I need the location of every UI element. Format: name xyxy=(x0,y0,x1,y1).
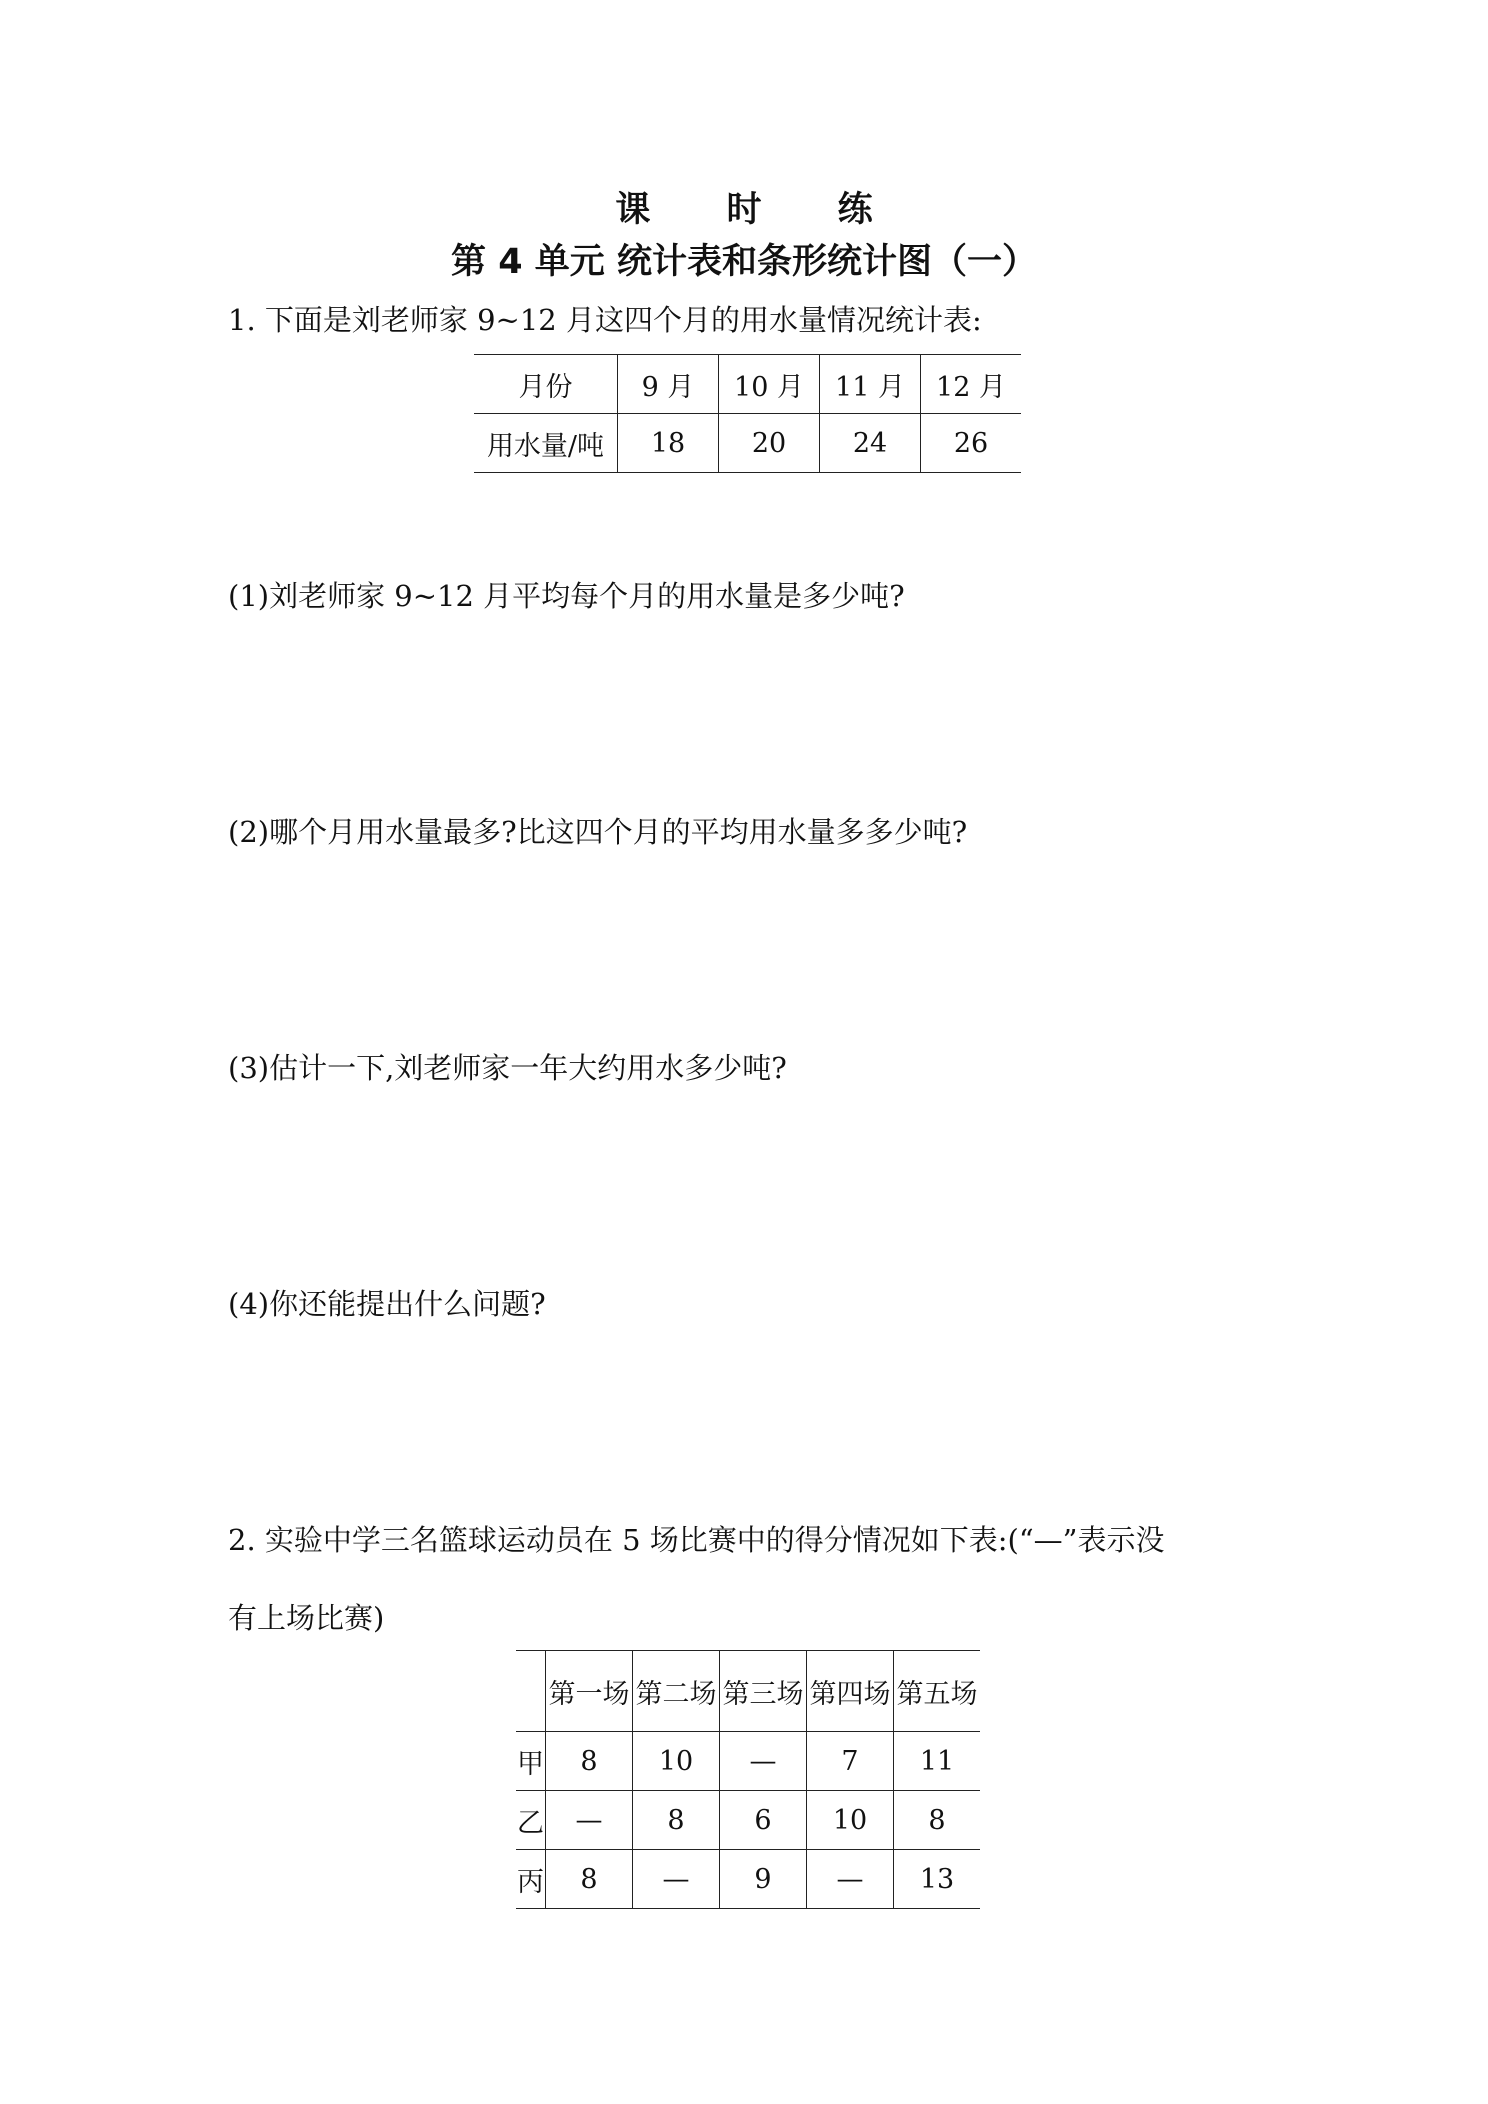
table-cell: 6 xyxy=(720,1791,807,1850)
table-cell: — xyxy=(720,1732,807,1791)
unit-subtitle: 第 4 单元 统计表和条形统计图（一） xyxy=(451,242,1037,282)
table-header-row xyxy=(516,1651,980,1732)
basketball-score-table xyxy=(516,1650,980,1909)
table-row xyxy=(516,1791,980,1850)
table-cell: 用水量/吨 xyxy=(474,414,618,473)
table-cell: 26 xyxy=(953,427,989,459)
worksheet-title: 课 时 练 xyxy=(615,190,905,230)
table-header-cell: 11 月 xyxy=(820,355,921,414)
table-cell: 8 xyxy=(894,1791,981,1850)
table-cell: 乙 xyxy=(516,1791,546,1850)
table-cell: 9 xyxy=(720,1850,807,1909)
table-cell: 13 xyxy=(919,1863,955,1895)
water-usage-table xyxy=(474,354,1021,473)
problem-2-intro-line-2: 有上场比赛) xyxy=(228,1601,385,1635)
table-cell: 18 xyxy=(618,414,719,473)
table-header-cell: 第五场 xyxy=(894,1651,981,1732)
table-header-cell: 第二场 xyxy=(633,1651,720,1732)
table-header-cell xyxy=(516,1651,546,1732)
problem-2-intro-line-1: 2. 实验中学三名篮球运动员在 5 场比赛中的得分情况如下表:(“—”表示没 xyxy=(228,1523,1165,1557)
table-cell: 10 xyxy=(807,1791,894,1850)
table-cell: 丙 xyxy=(516,1850,546,1909)
table-cell: 8 xyxy=(633,1791,720,1850)
table-row xyxy=(516,1850,980,1909)
table-cell: — xyxy=(633,1850,720,1909)
table-header-row xyxy=(474,355,1021,414)
table-row xyxy=(516,1732,980,1791)
table-header-cell: 9 月 xyxy=(618,355,719,414)
table-cell: 24 xyxy=(820,414,921,473)
question-4: (4)你还能提出什么问题? xyxy=(228,1287,546,1321)
table-header-cell: 第一场 xyxy=(546,1651,633,1732)
table-cell: 10 xyxy=(633,1732,720,1791)
table-cell: 8 xyxy=(546,1850,633,1909)
table-header-cell: 10 月 xyxy=(719,355,820,414)
table-cell: 7 xyxy=(807,1732,894,1791)
table-cell: — xyxy=(807,1850,894,1909)
table-header-cell: 第三场 xyxy=(720,1651,807,1732)
question-1: (1)刘老师家 9~12 月平均每个月的用水量是多少吨? xyxy=(228,579,905,613)
table-header-cell: 月份 xyxy=(474,355,618,414)
table-cell: 11 xyxy=(894,1732,981,1791)
question-3: (3)估计一下,刘老师家一年大约用水多少吨? xyxy=(228,1051,787,1085)
table-cell: 8 xyxy=(546,1732,633,1791)
table-header-cell: 第四场 xyxy=(807,1651,894,1732)
table-cell: 甲 xyxy=(516,1732,546,1791)
table-header-cell: 12 月 xyxy=(921,355,1022,414)
table-cell: — xyxy=(546,1791,633,1850)
problem-1-intro: 1. 下面是刘老师家 9~12 月这四个月的用水量情况统计表: xyxy=(228,303,982,337)
table-cell: 20 xyxy=(719,414,820,473)
question-2: (2)哪个月用水量最多?比这四个月的平均用水量多多少吨? xyxy=(228,815,968,849)
table-row xyxy=(474,414,1021,473)
